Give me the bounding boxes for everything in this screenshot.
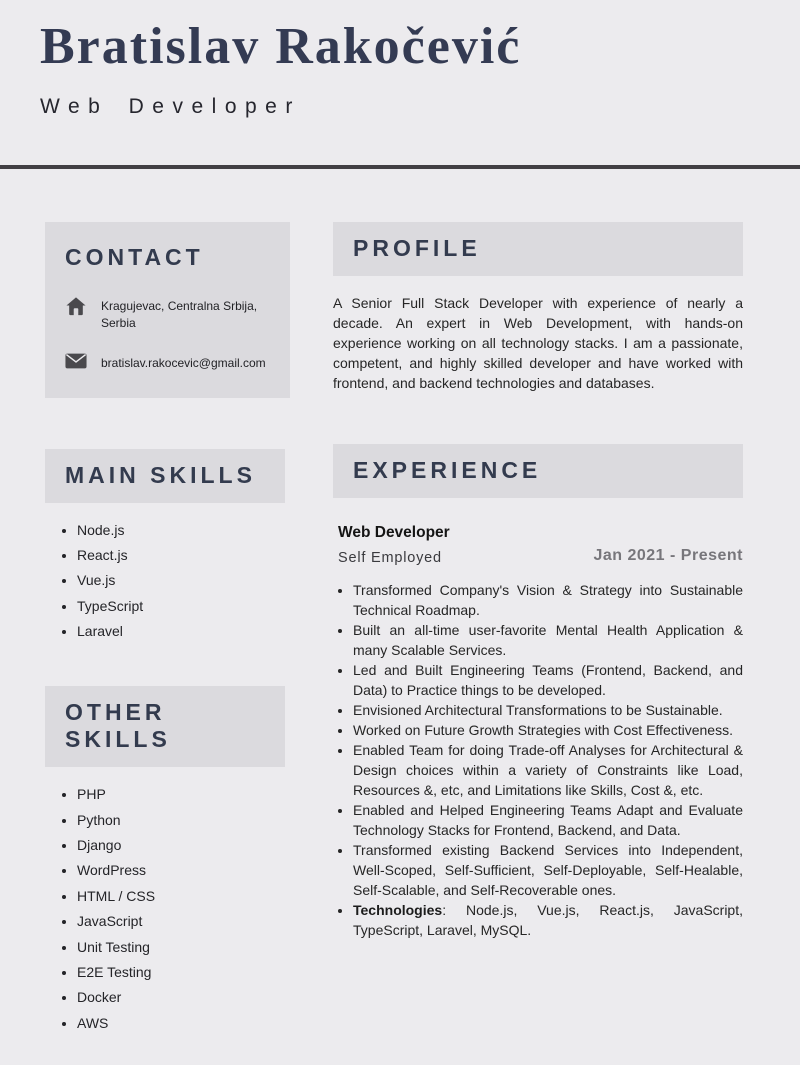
job-dates: Jan 2021 - Present — [593, 546, 743, 564]
profile-summary: A Senior Full Stack Developer with experience of nearly a decade. An expert in Web Development, with hands-on experience working on all technology stacks. I am a passionate, competent, and highly skilled developer and have worked with frontend, and backend technologies and databases. — [333, 294, 743, 391]
skill-item: • HTML / CSS — [77, 889, 290, 903]
person-job-title: Web Developer — [40, 94, 301, 118]
main-skills-heading: MAIN SKILLS — [65, 461, 256, 488]
job-header — [333, 524, 743, 566]
skill-item: • Laravel — [77, 624, 290, 638]
experience-heading: EXPERIENCE — [353, 456, 542, 483]
resume-body — [0, 169, 800, 1065]
skill-item: • PHP — [77, 787, 290, 801]
right-column — [333, 222, 743, 940]
experience-heading-card — [333, 444, 743, 498]
skill-item: • Node.js — [77, 523, 290, 537]
experience-bullet: • Transformed Company's Vision & Strategy into Sustainable Technical Roadmap. — [353, 580, 743, 620]
main-skills-section — [45, 449, 290, 639]
person-name: Bratislav Rakočević — [40, 18, 522, 75]
skill-item: • Python — [77, 813, 290, 827]
skill-item: • Django — [77, 838, 290, 852]
experience-tech-list — [333, 900, 743, 940]
skill-item: • E2E Testing — [77, 965, 290, 979]
contact-address: Kragujevac, Centralna Srbija, Serbia — [101, 298, 258, 330]
contact-email-row — [65, 352, 274, 372]
skill-item: • WordPress — [77, 863, 290, 877]
experience-bullet: • Enabled Team for doing Trade-off Analyses for Architectural & Design choices within a variety of Constraints like Load, Resources &, etc, and Limitations like Skills, Cost &, etc. — [353, 740, 743, 800]
skill-item: • Docker — [77, 990, 290, 1004]
skill-item: • AWS — [77, 1016, 290, 1030]
other-skills-heading-card — [45, 686, 285, 767]
tech-values: : Node.js, Vue.js, React.js, JavaScript, TypeScript, Laravel, MySQL. — [353, 901, 743, 938]
experience-bullet: • Transformed existing Backend Services into Independent, Well-Scoped, Self-Sufficient, Self-Deployable, Self-Healable, Self-Scalable, and Self-Recoverable ones. — [353, 840, 743, 900]
main-skills-heading-card — [45, 449, 285, 503]
other-skills-heading: OTHER SKILLS — [65, 699, 171, 753]
experience-bullet: • Envisioned Architectural Transformations to be Sustainable. — [353, 700, 743, 720]
contact-section — [45, 222, 290, 398]
other-skills-section — [45, 686, 290, 1030]
job-role: Web Developer — [338, 523, 450, 541]
skill-item: • TypeScript — [77, 599, 290, 613]
experience-bullet: • Worked on Future Growth Strategies with Cost Effectiveness. — [353, 720, 743, 740]
contact-address-row — [65, 295, 274, 332]
profile-heading: PROFILE — [353, 234, 481, 261]
experience-bullet: • Led and Built Engineering Teams (Frontend, Backend, and Data) to Practice things to be developed. — [353, 660, 743, 700]
profile-section — [333, 222, 743, 393]
header — [0, 0, 800, 119]
experience-tech-bullet — [353, 900, 743, 940]
skill-item: • React.js — [77, 548, 290, 562]
experience-bullet: • Built an all-time user-favorite Mental Health Application & many Scalable Services. — [353, 620, 743, 660]
skill-item: • Unit Testing — [77, 940, 290, 954]
main-skills-list — [45, 523, 290, 639]
profile-heading-card — [333, 222, 743, 276]
contact-heading: CONTACT — [65, 243, 204, 270]
other-skills-list — [45, 787, 290, 1030]
skill-item: • Vue.js — [77, 573, 290, 587]
home-icon — [65, 295, 87, 316]
job-company: Self Employed — [338, 549, 442, 566]
job-title-block — [338, 524, 450, 566]
contact-email: bratislav.rakocevic@gmail.com — [101, 355, 266, 370]
experience-section — [333, 444, 743, 940]
skill-item: • JavaScript — [77, 914, 290, 928]
experience-bullet: • Enabled and Helped Engineering Teams Adapt and Evaluate Technology Stacks for Frontend, Backend, and Data. — [353, 800, 743, 840]
experience-bullet-list — [333, 580, 743, 900]
left-column — [45, 222, 290, 1041]
tech-label: Technologies — [353, 901, 443, 918]
mail-icon — [65, 352, 87, 369]
